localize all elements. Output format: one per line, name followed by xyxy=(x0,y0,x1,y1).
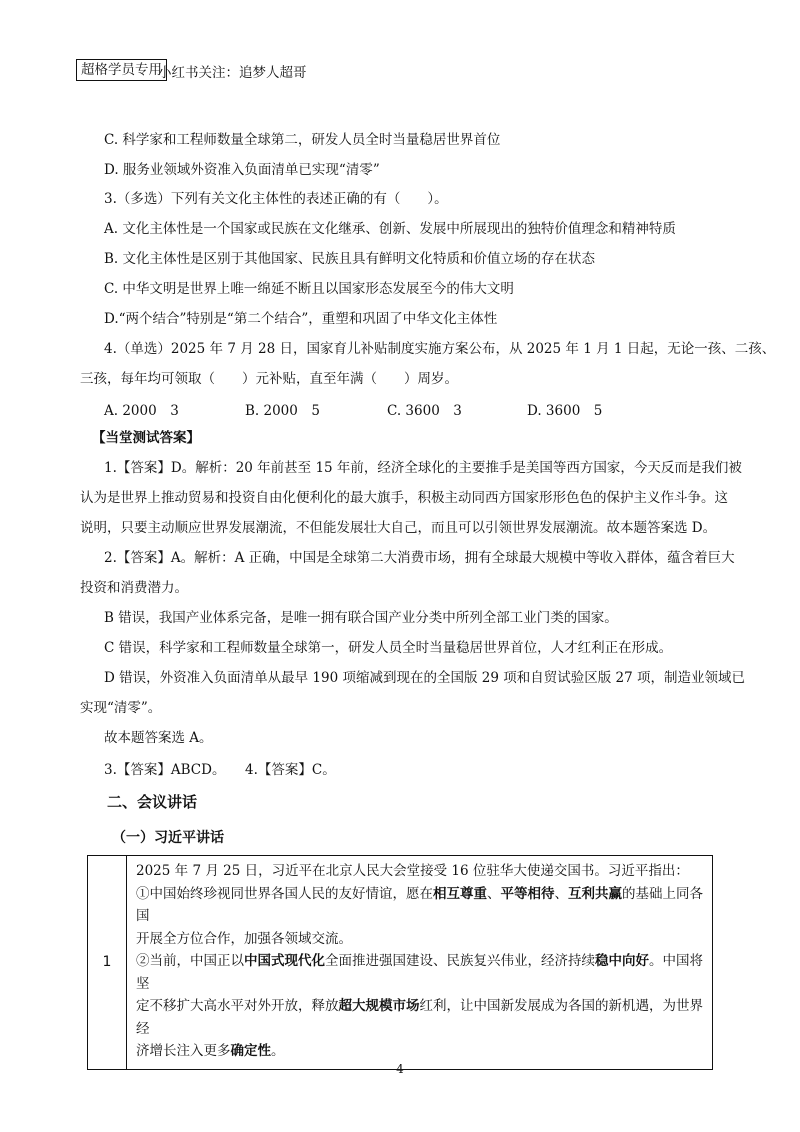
speech-table xyxy=(87,855,713,1070)
q2-option-c: C. 科学家和工程师数量全球第二，研发人员全时当量稳居世界首位 xyxy=(104,132,501,148)
q4-option-c: C. 3600 3 xyxy=(387,403,462,419)
q4-option-b: B. 2000 5 xyxy=(245,403,320,419)
answer-2-c: C 错误，科学家和工程师数量全球第一，研发人员全时当量稳居世界首位，人才红利正在形成。 xyxy=(104,640,673,656)
answer-2-b: B 错误，我国产业体系完备，是唯一拥有联合国产业分类中所列全部工业门类的国家。 xyxy=(104,610,618,626)
page-number: 4 xyxy=(396,1062,404,1076)
q4-stem-line1: 4.（单选）2025 年 7 月 28 日，国家育儿补贴制度实施方案公布，从 2025 年 1 月 1 日起，无论一孩、二孩、 xyxy=(104,341,776,357)
answer-2-end: 故本题答案选 A。 xyxy=(104,730,213,746)
table-row xyxy=(88,856,713,1070)
speech-point-1-cont: 开展全方位合作，加强各领域交流。 xyxy=(136,930,352,947)
q4-stem-line2: 三孩，每年均可领取（ ）元补贴，直至年满（ ）周岁。 xyxy=(80,371,458,387)
answer-1-line1: 1.【答案】D。解析：20 年前甚至 15 年前，经济全球化的主要推手是美国等西方国家，今天反而是我们被 xyxy=(104,460,742,476)
speech-intro: 2025 年 7 月 25 日，习近平在北京人民大会堂接受 16 位驻华大使递交国书。习近平指出： xyxy=(136,863,689,879)
answer-1-line2: 认为是世界上推动贸易和投资自由化便利化的最大旗手，积极主动同西方国家形形色色的保护主义作斗争。这 xyxy=(80,490,728,506)
answer-3: 3.【答案】ABCD。 xyxy=(104,762,226,778)
q3-option-b: B. 文化主体性是区别于其他国家、民族且具有鲜明文化特质和价值立场的存在状态 xyxy=(104,251,596,267)
header-text: 小红书关注：追梦人超哥 xyxy=(158,65,307,81)
q4-option-a: A. 2000 3 xyxy=(104,403,179,419)
answer-2-line2: 投资和消费潜力。 xyxy=(80,580,188,596)
row-number: 1 xyxy=(88,856,127,1070)
answer-2-d-line1: D 错误，外资准入负面清单从最早 190 项缩减到现在的全国版 29 项和自贸试验区版 27 项，制造业领域已 xyxy=(104,670,745,686)
answer-4: 4.【答案】C。 xyxy=(245,762,336,778)
speech-point-1: ①中国始终珍视同世界各国人民的友好情谊，愿在相互尊重、平等相待、互利共赢的基础上同各国 xyxy=(136,885,703,924)
q2-option-d: D. 服务业领域外资准入负面清单已实现“清零” xyxy=(104,162,380,178)
answer-1-line3: 说明，只要主动顺应世界发展潮流，不但能发展壮大自己，而且可以引领世界发展潮流。故本题答案选 D。 xyxy=(80,520,717,536)
q3-option-d: D.“两个结合”特别是“第二个结合”，重塑和巩固了中华文化主体性 xyxy=(104,311,498,327)
answer-2-d-line2: 实现“清零”。 xyxy=(80,700,162,716)
section-2-subtitle: （一）习近平讲话 xyxy=(112,830,224,846)
header-badge: 超格学员专用 xyxy=(76,59,167,81)
q4-option-d: D. 3600 5 xyxy=(527,403,603,419)
q3-stem: 3.（多选）下列有关文化主体性的表述正确的有（ ）。 xyxy=(104,191,448,207)
answers-heading: 【当堂测试答案】 xyxy=(92,430,200,446)
answer-2-line1: 2.【答案】A。解析：A 正确，中国是全球第二大消费市场，拥有全球最大规模中等收入群体，蕴含着巨大 xyxy=(104,550,735,566)
speech-point-2-cont: 定不移扩大高水平对外开放，释放超大规模市场红利，让中国新发展成为各国的新机遇，为世界经 xyxy=(136,998,703,1037)
section-2-title: 二、会议讲话 xyxy=(107,793,198,811)
speech-point-2: ②当前，中国正以中国式现代化全面推进强国建设、民族复兴伟业，经济持续稳中向好。中国将坚 xyxy=(136,953,703,992)
speech-content xyxy=(127,856,713,1070)
speech-point-2-end: 济增长注入更多确定性。 xyxy=(136,1043,285,1059)
q3-option-a: A. 文化主体性是一个国家或民族在文化继承、创新、发展中所展现出的独特价值理念和精神特质 xyxy=(104,221,676,237)
q3-option-c: C. 中华文明是世界上唯一绵延不断且以国家形态发展至今的伟大文明 xyxy=(104,281,514,297)
